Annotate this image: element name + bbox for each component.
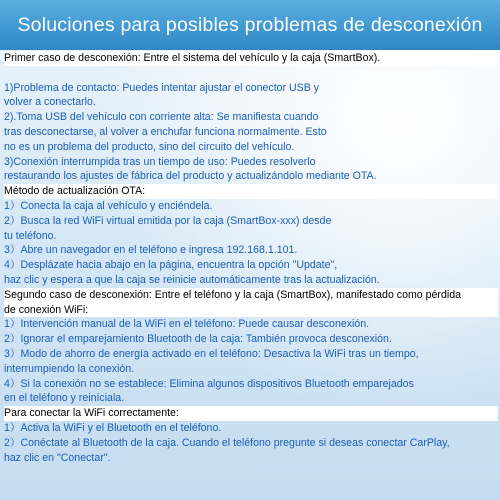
title-banner xyxy=(0,0,500,50)
text-line: haz clic y espera a que la caja se reinicie automáticamente tras la actualización. xyxy=(4,273,380,286)
text-line: interrumpiendo la conexión. xyxy=(4,362,135,375)
text-line: en el teléfono y reiníciala. xyxy=(4,392,125,405)
text-line: 1）Intervención manual de la WiFi en el teléfono: Puede causar desconexión. xyxy=(4,318,370,331)
text-line: 2）Ignorar el emparejamiento Bluetooth de la caja: También provoca desconexión. xyxy=(4,333,392,346)
section-heading: Primer caso de desconexión: Entre el sistema del vehículo y la caja (SmartBox). xyxy=(4,51,498,66)
text-line: tras desconectarse, al volver a enchufar funciona normalmente. Esto xyxy=(4,125,327,138)
document-body xyxy=(4,51,498,465)
text-line: 4）Si la conexión no se establece: Elimina algunos dispositivos Bluetooth emparejados xyxy=(4,377,414,390)
text-line: 3）Abre un navegador en el teléfono e ingresa 192.168.1.101. xyxy=(4,244,298,257)
text-line: no es un problema del producto, sino del circuito del vehículo. xyxy=(4,140,295,153)
section-heading: Segundo caso de desconexión: Entre el teléfono y la caja (SmartBox), manifestado como pérdida xyxy=(4,288,498,303)
text-line: volver a conectarlo. xyxy=(4,96,96,109)
section-heading: Método de actualización OTA: xyxy=(4,184,498,199)
section-heading: de conexión WiFi: xyxy=(4,303,498,318)
text-line: restaurando los ajustes de fábrica del producto y actualizándolo mediante OTA. xyxy=(4,170,377,183)
text-line: 2）Busca la red WiFi virtual emitida por la caja (SmartBox-xxx) desde xyxy=(4,214,332,227)
text-line: 1)Problema de contacto: Puedes intentar ajustar el conector USB y xyxy=(4,81,320,94)
text-line: 2）Conéctate al Bluetooth de la caja. Cuando el teléfono pregunte si deseas conectar CarPlay, xyxy=(4,436,450,449)
section-heading: Para conectar la WiFi correctamente: xyxy=(4,406,498,421)
text-line: 2).Toma USB del vehículo con corriente alta: Se manifiesta cuando xyxy=(4,111,319,124)
text-line: 1）Conecta la caja al vehículo y enciéndela. xyxy=(4,199,213,212)
blank-line xyxy=(4,66,498,81)
text-line: tu teléfono. xyxy=(4,229,57,242)
text-line: 1）Activa la WiFi y el Bluetooth en el teléfono. xyxy=(4,421,222,434)
text-line: 3）Modo de ahorro de energía activado en el teléfono: Desactiva la WiFi tras un tiempo, xyxy=(4,347,419,360)
page-title: Soluciones para posibles problemas de desconexión xyxy=(17,13,483,36)
text-line: haz clic en "Conectar". xyxy=(4,451,111,464)
text-line: 4）Desplázate hacia abajo en la página, encuentra la opción "Update", xyxy=(4,259,338,272)
text-line: 3)Conexión interrumpida tras un tiempo de uso: Puedes resolverlo xyxy=(4,155,316,168)
